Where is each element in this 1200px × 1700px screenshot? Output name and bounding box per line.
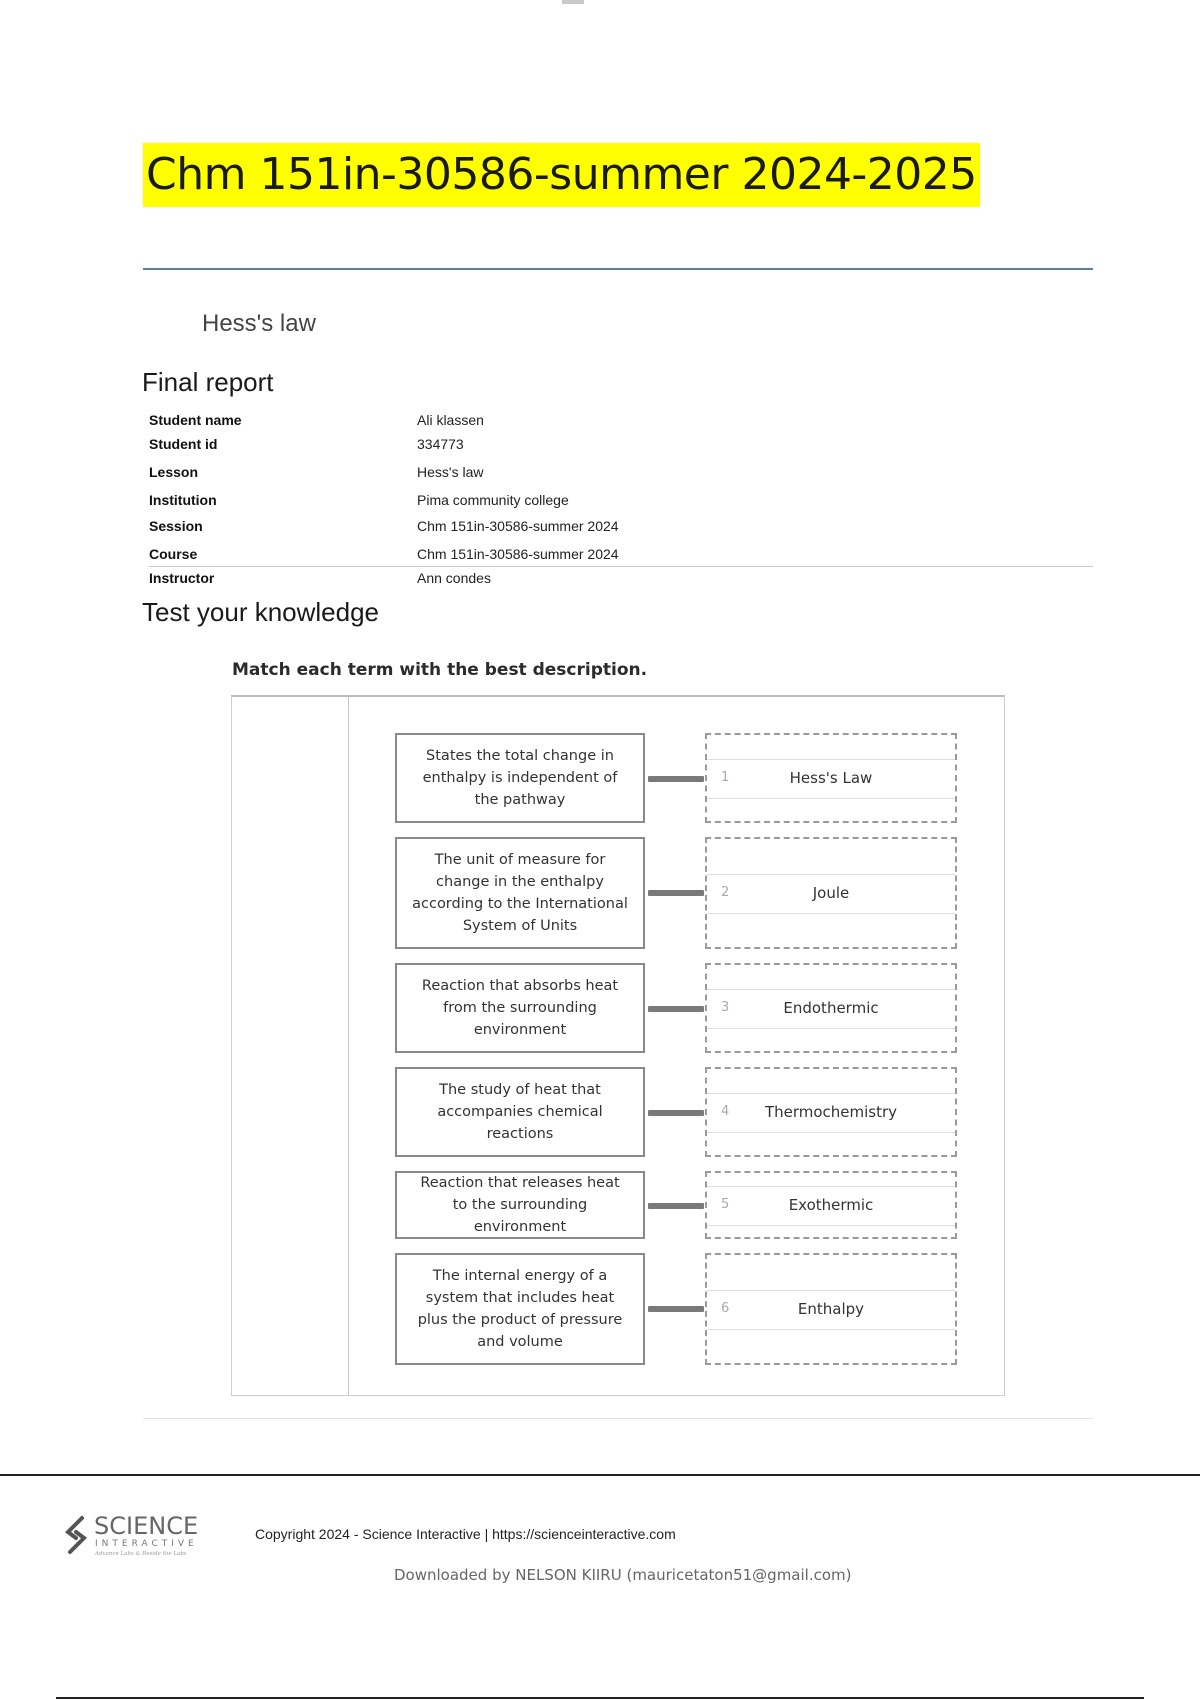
match-connector bbox=[648, 1110, 704, 1116]
term-chip[interactable] bbox=[707, 989, 955, 1029]
term-number: 1 bbox=[721, 770, 730, 785]
term-number: 2 bbox=[721, 885, 730, 900]
report-info-table bbox=[149, 408, 1093, 591]
footer-divider bbox=[0, 1474, 1200, 1476]
section-divider bbox=[143, 1418, 1093, 1419]
term-chip[interactable] bbox=[707, 1093, 955, 1133]
description-box: Reaction that absorbs heat from the surrounding environment bbox=[395, 963, 645, 1053]
match-connector bbox=[648, 1203, 704, 1209]
logo-sub: INTERACTIVE bbox=[95, 1539, 198, 1549]
info-value: Chm 151in-30586-summer 2024 bbox=[417, 518, 619, 534]
answer-slot[interactable] bbox=[705, 1171, 957, 1239]
title-divider bbox=[143, 268, 1093, 270]
info-value: Chm 151in-30586-summer 2024 bbox=[417, 546, 619, 562]
logo-word: SCIENCE bbox=[94, 1512, 199, 1540]
info-value: Ali klassen bbox=[417, 412, 484, 428]
page-top-mark bbox=[562, 0, 584, 4]
info-row-student-id bbox=[149, 432, 1093, 460]
download-notice: Downloaded by NELSON KIIRU (mauricetaton51@gmail.com) bbox=[394, 1566, 852, 1584]
info-label: Course bbox=[149, 546, 198, 562]
info-label: Student id bbox=[149, 436, 218, 452]
term-label: Hess's Law bbox=[789, 769, 873, 787]
term-number: 6 bbox=[721, 1301, 730, 1316]
description-box: The study of heat that accompanies chemical reactions bbox=[395, 1067, 645, 1157]
description-box: States the total change in enthalpy is independent of the pathway bbox=[395, 733, 645, 823]
panel-divider bbox=[348, 697, 349, 1395]
page-title: Chm 151in-30586-summer 2024-2025 bbox=[143, 143, 980, 207]
match-connector bbox=[648, 890, 704, 896]
description-box: The unit of measure for change in the enthalpy according to the International System of Units bbox=[395, 837, 645, 949]
info-row-course bbox=[149, 542, 1093, 567]
bottom-rule bbox=[56, 1697, 1144, 1699]
info-row-session bbox=[149, 514, 1093, 542]
info-row-instructor bbox=[149, 567, 1093, 591]
answer-slot[interactable] bbox=[705, 733, 957, 823]
term-number: 3 bbox=[721, 1000, 730, 1015]
term-chip[interactable] bbox=[707, 874, 955, 914]
term-number: 5 bbox=[721, 1197, 730, 1212]
info-label: Session bbox=[149, 518, 203, 534]
info-row-student-name bbox=[149, 408, 1093, 432]
info-label: Instructor bbox=[149, 570, 215, 586]
copyright-text: Copyright 2024 - Science Interactive | https://scienceinteractive.com bbox=[255, 1526, 676, 1542]
match-connector bbox=[648, 1006, 704, 1012]
term-chip[interactable] bbox=[707, 1186, 955, 1226]
answer-slot[interactable] bbox=[705, 837, 957, 949]
info-row-institution bbox=[149, 488, 1093, 514]
term-chip[interactable] bbox=[707, 1290, 955, 1330]
description-box: Reaction that releases heat to the surrounding environment bbox=[395, 1171, 645, 1239]
match-connector bbox=[648, 776, 704, 782]
term-chip[interactable] bbox=[707, 759, 955, 799]
term-label: Thermochemistry bbox=[764, 1103, 898, 1121]
info-value: 334773 bbox=[417, 436, 464, 452]
science-interactive-logo bbox=[60, 1510, 220, 1560]
answer-slot[interactable] bbox=[705, 1067, 957, 1157]
info-value: Ann condes bbox=[417, 570, 491, 586]
match-connector bbox=[648, 1306, 704, 1312]
info-value: Hess's law bbox=[417, 464, 484, 480]
info-value: Pima community college bbox=[417, 492, 569, 508]
logo-mark-icon bbox=[68, 1518, 84, 1552]
term-label: Enthalpy bbox=[797, 1300, 865, 1318]
term-label: Endothermic bbox=[783, 999, 879, 1017]
description-box: The internal energy of a system that includes heat plus the product of pressure and volume bbox=[395, 1253, 645, 1365]
info-label: Student name bbox=[149, 412, 242, 428]
info-label: Lesson bbox=[149, 464, 199, 480]
info-label: Institution bbox=[149, 492, 217, 508]
term-label: Exothermic bbox=[788, 1196, 874, 1214]
term-number: 4 bbox=[721, 1104, 730, 1119]
info-row-lesson bbox=[149, 460, 1093, 488]
lesson-title: Hess's law bbox=[202, 310, 316, 337]
answer-slot[interactable] bbox=[705, 963, 957, 1053]
title-block bbox=[143, 143, 980, 207]
logo-tagline: Advance Labs & Beside the Labs bbox=[95, 1551, 187, 1557]
test-knowledge-heading: Test your knowledge bbox=[142, 597, 380, 627]
term-label: Joule bbox=[812, 884, 850, 902]
answer-slot[interactable] bbox=[705, 1253, 957, 1365]
quiz-instruction: Match each term with the best description. bbox=[232, 660, 648, 680]
matching-panel bbox=[231, 695, 1005, 1396]
final-report-heading: Final report bbox=[142, 367, 274, 397]
